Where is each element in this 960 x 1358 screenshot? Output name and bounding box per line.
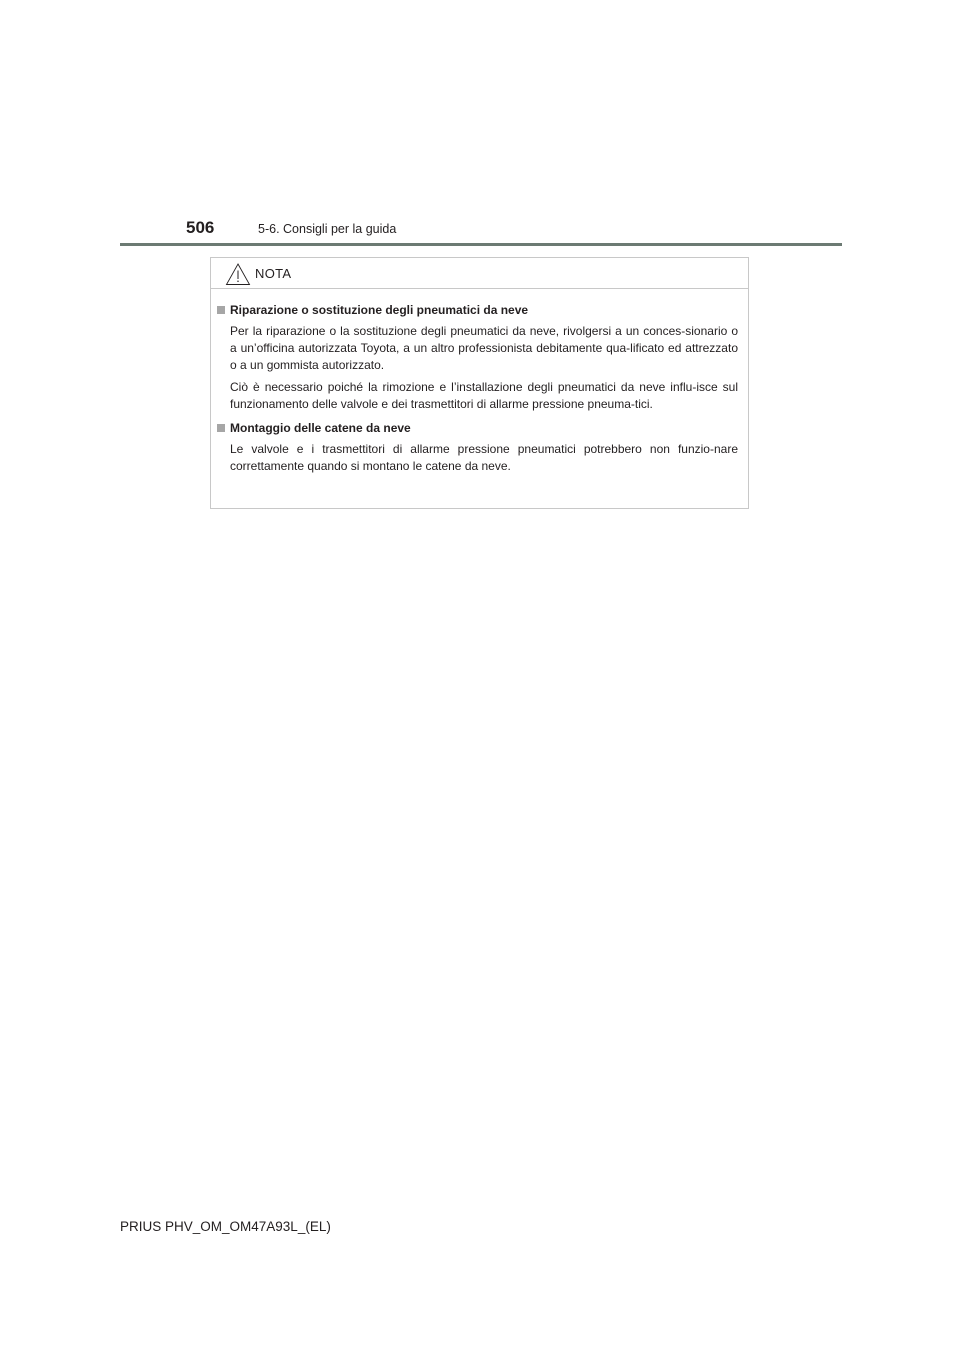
notice-label: NOTA [255, 266, 292, 281]
notice-body [211, 289, 748, 475]
notice-item-heading-text: Montaggio delle catene da neve [230, 421, 411, 435]
document-code: PRIUS PHV_OM_OM47A93L_(EL) [120, 1219, 331, 1234]
notice-item [211, 420, 748, 475]
square-bullet-icon [217, 306, 225, 314]
notice-header [211, 258, 748, 289]
warning-triangle-icon [225, 262, 251, 286]
section-title: 5-6. Consigli per la guida [258, 222, 397, 236]
notice-item-heading [217, 420, 748, 437]
notice-item [211, 302, 748, 413]
notice-item-heading [217, 302, 748, 319]
header-divider [120, 243, 842, 246]
notice-paragraph: Le valvole e i trasmettitori di allarme pressione pneumatici potrebbero non funzio-nare correttamente quando si montano le catene da neve. [230, 442, 738, 473]
notice-paragraph: Ciò è necessario poiché la rimozione e l’installazione degli pneumatici da neve influ-isce sul funzionamento delle valvole e dei trasmettitori di allarme pressione pneuma-tici. [230, 380, 738, 411]
page-number: 506 [186, 218, 215, 237]
square-bullet-icon [217, 424, 225, 432]
notice-item-heading-text: Riparazione o sostituzione degli pneumatici da neve [230, 303, 529, 317]
notice-paragraph: Per la riparazione o la sostituzione degli pneumatici da neve, rivolgersi a un conces-sionario o a un’officina autorizzata Toyota, a un altro professionista debitamente qua-lificato ed attrezzato o a un gommista autorizzato. [230, 324, 738, 372]
notice-box [210, 257, 749, 509]
